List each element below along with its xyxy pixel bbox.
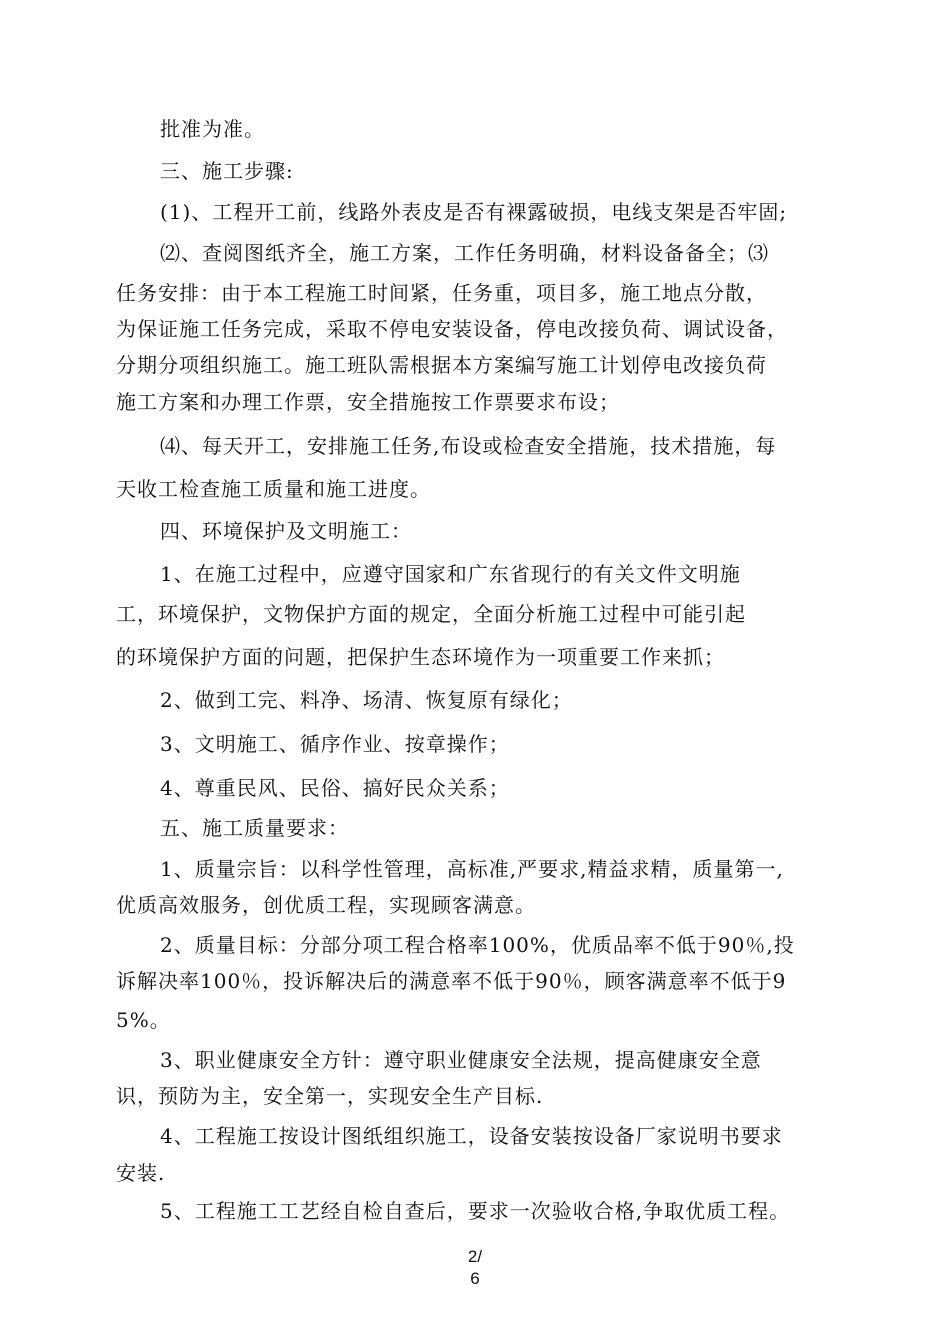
text-line: ⑵、查阅图纸齐全，施工方案，工作任务明确，材料设备备全；⑶ (160, 241, 769, 265)
section-heading: 五、施工质量要求： (160, 816, 349, 840)
text-line: (1)、工程开工前，线路外表皮是否有裸露破损，电线支架是否牢固; (160, 200, 788, 224)
text-line: 安装. (116, 1161, 166, 1185)
text-line: 2、做到工完、料净、场清、恢复原有绿化； (160, 688, 573, 712)
text-line: 优质高效服务，创优质工程，实现顾客满意。 (116, 893, 536, 917)
text-line: 分期分项组织施工。施工班队需根据本方案编写施工计划停电改接负荷 (116, 353, 767, 377)
text-line: 的环境保护方面的问题，把保护生态环境作为一项重要工作来抓； (116, 645, 725, 669)
section-heading: 四、环境保护及文明施工： (160, 519, 412, 543)
text-line: 诉解决率100％，投诉解决后的满意率不低于90％，顾客满意率不低于9 (116, 969, 787, 993)
text-line: 1、在施工过程中，应遵守国家和广东省现行的有关文件文明施 (160, 562, 741, 586)
text-line: 4、工程施工按设计图纸组织施工，设备安装按设备厂家说明书要求 (160, 1124, 783, 1148)
text-line: 3、职业健康安全方针：遵守职业健康安全法规，提高健康安全意 (160, 1048, 762, 1072)
text-line: 5、工程施工工艺经自检自查后，要求一次验收合格,争取优质工程。 (160, 1199, 791, 1223)
text-line: 3、文明施工、循序作业、按章操作； (160, 732, 510, 756)
text-line: 工，环境保护，文物保护方面的规定，全面分析施工过程中可能引起 (116, 602, 746, 626)
page-number: 2/ (467, 1247, 483, 1266)
text-line: ⑷、每天开工，安排施工任务,布设或检查安全措施，技术措施，每 (160, 434, 777, 458)
text-line: 施工方案和办理工作票，安全措施按工作票要求布设； (116, 390, 620, 414)
text-line: 5%。 (116, 1008, 171, 1032)
text-line: 4、尊重民风、民俗、搞好民众关系； (160, 776, 510, 800)
text-line: 天收工检查施工质量和施工进度。 (116, 477, 431, 501)
text-line: 任务安排：由于本工程施工时间紧，任务重，项目多，施工地点分散， (116, 281, 767, 305)
section-heading: 三、施工步骤: (160, 159, 294, 183)
text-line: 为保证施工任务完成，采取不停电安装设备，停电改接负荷、调试设备， (116, 317, 788, 341)
text-line: 1、质量宗旨：以科学性管理，高标准,严要求,精益求精，质量第一, (160, 857, 784, 881)
text-line: 识，预防为主，安全第一，实现安全生产目标. (116, 1084, 544, 1108)
page-total: 6 (470, 1269, 480, 1288)
text-line: 2、质量目标：分部分项工程合格率100%，优质品率不低于90％,投 (160, 933, 795, 957)
text-line: 批准为准。 (160, 117, 265, 141)
